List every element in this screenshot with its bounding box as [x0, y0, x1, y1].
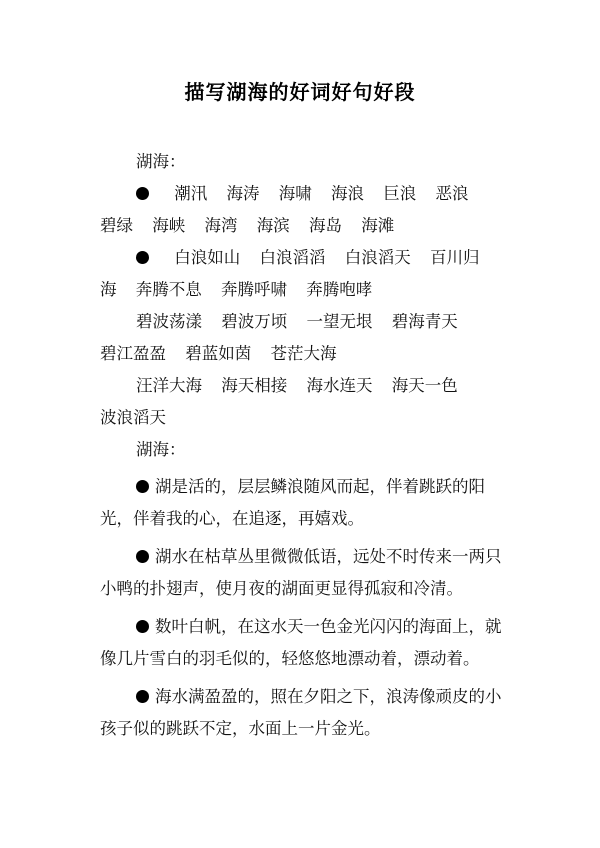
sentence-text: 湖水在枯草丛里微微低语，远处不时传来一两只小鸭的扑翅声，使月夜的湖面更显得孤寂和冷清。	[100, 547, 502, 598]
sentence-text: 海水满盈盈的，照在夕阳之下，浪涛像顽皮的小孩子似的跳跃不定，水面上一片金光。	[100, 687, 502, 738]
word: 海水连天	[306, 376, 373, 395]
word: 海滩	[361, 216, 395, 235]
word-group-2-line-5	[100, 370, 504, 402]
word-group-1-line-2	[100, 210, 504, 242]
bullet-icon	[136, 550, 149, 563]
word-group-2-line-3	[100, 306, 504, 338]
word: 百川归	[430, 248, 480, 267]
word: 碧海青天	[391, 312, 458, 331]
sentence-text: 数叶白帆，在这水天一色金光闪闪的海面上，就像几片雪白的羽毛似的，轻悠悠地漂动着，漂动着。	[100, 617, 502, 668]
word: 海湾	[204, 216, 238, 235]
word-group-2-line-1	[100, 242, 504, 274]
bullet-icon	[136, 690, 149, 703]
word: 海啸	[278, 184, 312, 203]
word: 奔腾不息	[135, 280, 202, 299]
sentence-paragraph	[100, 681, 504, 745]
word: 白浪滔滔	[259, 248, 326, 267]
word: 海	[100, 280, 117, 299]
word: 海天相接	[221, 376, 288, 395]
word-group-2-line-6	[100, 402, 504, 434]
bullet-icon	[136, 480, 149, 493]
word: 碧蓝如茵	[185, 344, 252, 363]
sentence-paragraph	[100, 471, 504, 535]
word: 碧江盈盈	[100, 344, 166, 363]
word: 奔腾咆哮	[306, 280, 373, 299]
word: 海涛	[226, 184, 260, 203]
document-title: 描写湖海的好词好句好段	[184, 80, 416, 104]
bullet-icon	[136, 187, 149, 200]
word: 一望无垠	[306, 312, 373, 331]
document-body	[100, 146, 504, 745]
word: 白浪如山	[174, 248, 241, 267]
word: 恶浪	[435, 184, 469, 203]
word: 汪洋大海	[136, 376, 202, 395]
word-group-2-line-4	[100, 338, 504, 370]
sentence-text: 湖是活的，层层鳞浪随风而起，伴着跳跃的阳光，伴着我的心，在追逐，再嬉戏。	[100, 477, 485, 528]
word: 碧波万顷	[221, 312, 288, 331]
word: 波浪滔天	[100, 408, 166, 427]
word: 海滨	[256, 216, 290, 235]
word: 海浪	[331, 184, 364, 203]
word: 奔腾呼啸	[221, 280, 287, 299]
words-heading: 湖海：	[136, 152, 186, 171]
word: 海天一色	[391, 376, 458, 395]
word: 海峡	[152, 216, 186, 235]
word: 海岛	[309, 216, 342, 235]
word: 碧波荡漾	[136, 312, 202, 331]
sentence-paragraph	[100, 611, 504, 675]
word-group-1-line-1	[100, 178, 504, 210]
sentence-paragraph	[100, 541, 504, 605]
word: 碧绿	[100, 216, 133, 235]
word: 白浪滔天	[344, 248, 411, 267]
bullet-icon	[136, 620, 149, 633]
word: 潮汛	[174, 184, 208, 203]
word: 巨浪	[383, 184, 417, 203]
word-group-2-line-2	[100, 274, 504, 306]
word: 苍茫大海	[270, 344, 337, 363]
bullet-icon	[136, 251, 149, 264]
sentences-heading: 湖海：	[136, 440, 186, 459]
